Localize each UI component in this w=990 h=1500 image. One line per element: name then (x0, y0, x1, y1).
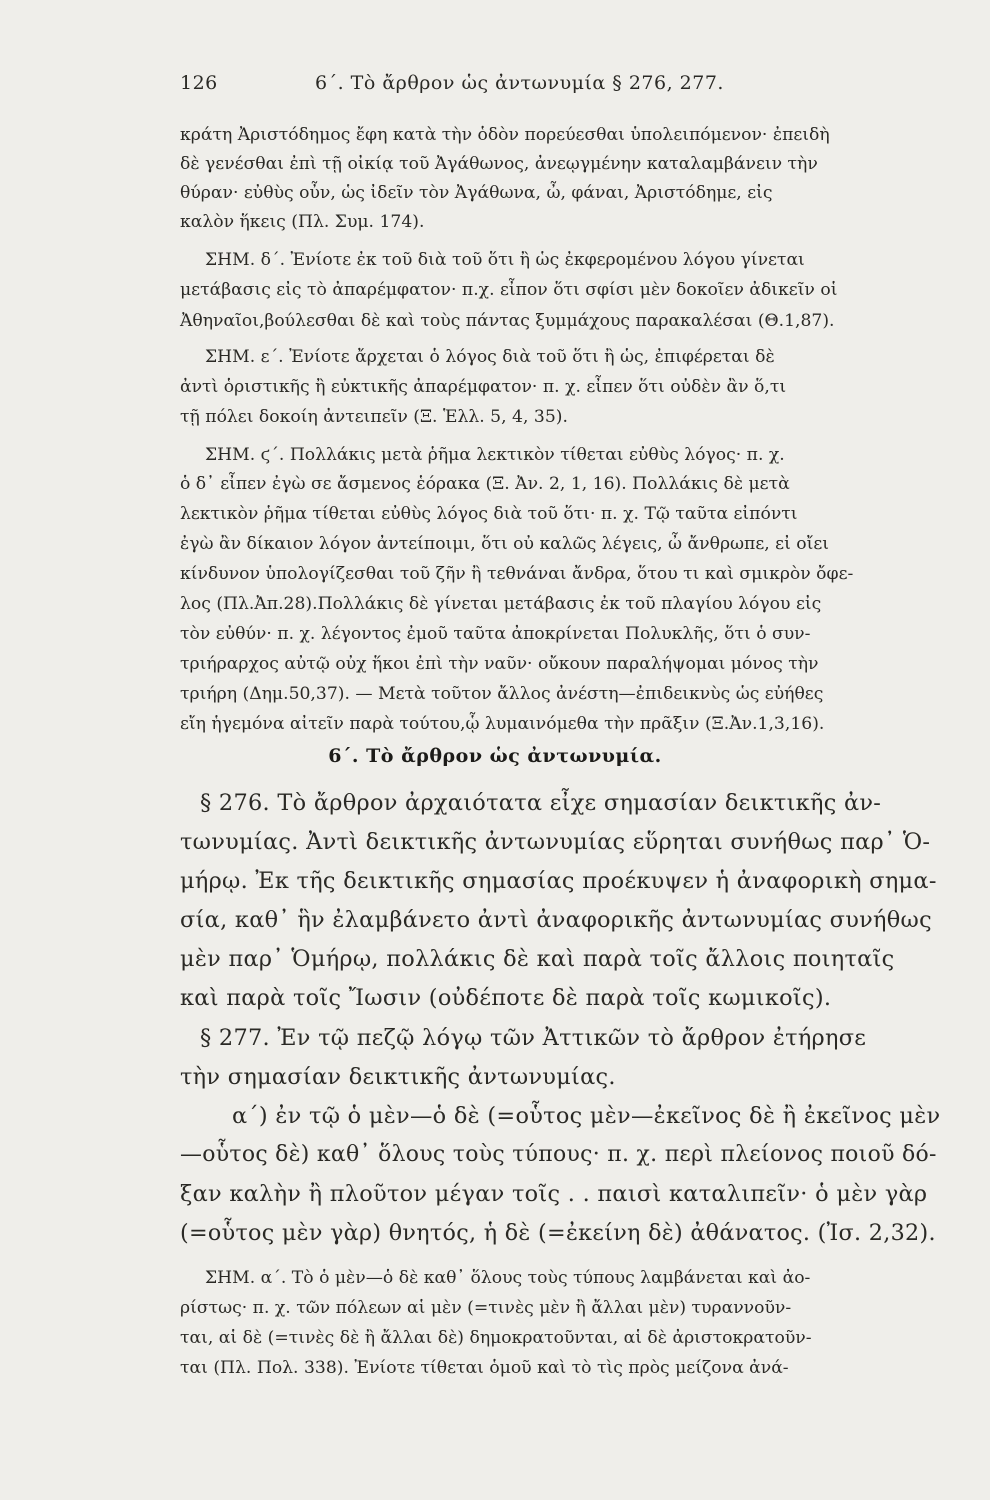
paragraph-277-line: ξαν καλὴν ἢ πλοῦτον μέγαν τοῖς . . παισὶ καταλιπεῖν· ὁ μὲν γὰρ (180, 1181, 928, 1207)
text-line: λος (Πλ.Ἀπ.28).Πολλάκις δὲ γίνεται μετάβασις ἐκ τοῦ πλαγίου λόγου εἰς (180, 594, 822, 614)
text-line: ΣΗΜ. δ΄. Ἐνίοτε ἐκ τοῦ διὰ τοῦ ὅτι ἢ ὡς ἐκφερομένου λόγου γίνεται (205, 250, 805, 270)
section-heading: 6΄. Τὸ ἄρθρον ὡς ἀντωνυμία. (328, 745, 662, 767)
running-title: 6΄. Τὸ ἄρθρον ὡς ἀντωνυμία § 276, 277. (315, 72, 724, 94)
text-line: μετάβασις εἰς τὸ ἀπαρέμφατον· π.χ. εἶπον ὅτι σφίσι μὲν δοκοῖεν ἀδικεῖν οἱ (180, 280, 838, 300)
page-header (180, 72, 724, 94)
paragraph-276-line: τωνυμίας. Ἀντὶ δεικτικῆς ἀντωνυμίας εὕρηται συνήθως παρ᾽ Ὁ- (180, 829, 931, 855)
paragraph-277-line: τὴν σημασίαν δεικτικῆς ἀντωνυμίας. (180, 1064, 616, 1090)
text-line: τῇ πόλει δοκοίη ἀντειπεῖν (Ξ. Ἑλλ. 5, 4, 35). (180, 407, 568, 427)
note-line: ται (Πλ. Πολ. 338). Ἐνίοτε τίθεται ὁμοῦ καὶ τὸ τὶς πρὸς μείζονα ἀνά- (180, 1358, 789, 1378)
text-line: κράτη Ἀριστόδημος ἔφη κατὰ τὴν ὁδὸν πορεύεσθαι ὑπολειπόμενον· ἐπειδὴ (180, 125, 830, 145)
text-line: εἴη ἡγεμόνα αἰτεῖν παρὰ τούτου,ᾧ λυμαινόμεθα τὴν πρᾶξιν (Ξ.Ἀν.1,3,16). (180, 714, 825, 734)
paragraph-276-line: σία, καθ᾽ ἣν ἐλαμβάνετο ἀντὶ ἀναφορικῆς ἀντωνυμίας συνήθως (180, 907, 932, 933)
note-line: ται, αἱ δὲ (=τινὲς δὲ ἢ ἄλλαι δὲ) δημοκρατοῦνται, αἱ δὲ ἀριστοκρατοῦν- (180, 1328, 812, 1348)
page-number: 126 (180, 72, 218, 94)
text-line: τὸν εὐθύν· π. χ. λέγοντος ἐμοῦ ταῦτα ἀποκρίνεται Πολυκλῆς, ὅτι ὁ συν- (180, 624, 811, 644)
text-line: ΣΗΜ. ε΄. Ἐνίοτε ἄρχεται ὁ λόγος διὰ τοῦ ὅτι ἢ ὡς, ἐπιφέρεται δὲ (205, 347, 775, 367)
text-line: ἐγὼ ἂν δίκαιον λόγον ἀντείποιμι, ὅτι οὐ καλῶς λέγεις, ὦ ἄνθρωπε, εἰ οἴει (180, 534, 830, 554)
paragraph-277-line: α΄) ἐν τῷ ὁ μὲν—ὁ δὲ (=οὗτος μὲν—ἐκεῖνος δὲ ἢ ἐκεῖνος μὲν (232, 1103, 941, 1129)
text-line: δὲ γενέσθαι ἐπὶ τῇ οἰκίᾳ τοῦ Ἀγάθωνος, ἀνεῳγμένην καταλαμβάνειν τὴν (180, 154, 818, 174)
note-line: ΣΗΜ. α΄. Τὸ ὁ μὲν—ὁ δὲ καθ᾽ ὅλους τοὺς τύπους λαμβάνεται καὶ ἀο- (205, 1268, 811, 1288)
text-line: θύραν· εὐθὺς οὖν, ὡς ἰδεῖν τὸν Ἀγάθωνα, ὦ, φάναι, Ἀριστόδημε, εἰς (180, 183, 773, 203)
text-line: ὁ δ᾽ εἶπεν ἐγὼ σε ἄσμενος ἑόρακα (Ξ. Ἀν. 2, 1, 16). Πολλάκις δὲ μετὰ (180, 474, 790, 494)
text-line: ἀντὶ ὁριστικῆς ἢ εὐκτικῆς ἀπαρέμφατον· π. χ. εἶπεν ὅτι οὐδὲν ἂν ὅ,τι (180, 377, 787, 397)
paragraph-276-line: καὶ παρὰ τοῖς Ἴωσιν (οὐδέποτε δὲ παρὰ τοῖς κωμικοῖς). (180, 985, 832, 1011)
text-line: τριήραρχος αὐτῷ οὐχ ἥκοι ἐπὶ τὴν ναῦν· οὔκουν παραλήψομαι μόνος τὴν (180, 654, 819, 674)
paragraph-276-line: μὲν παρ᾽ Ὁμήρῳ, πολλάκις δὲ καὶ παρὰ τοῖς ἄλλοις ποιηταῖς (180, 946, 895, 972)
note-line: ρίστως· π. χ. τῶν πόλεων αἱ μὲν (=τινὲς μὲν ἢ ἄλλαι μὲν) τυραννοῦν- (180, 1298, 792, 1318)
text-line: Ἀθηναῖοι,βούλεσθαι δὲ καὶ τοὺς πάντας ξυμμάχους παρακαλέσαι (Θ.1,87). (180, 311, 835, 331)
paragraph-277-line: (=οὗτος μὲν γὰρ) θνητός, ἡ δὲ (=ἐκείνη δὲ) ἀθάνατος. (Ἰσ. 2,32). (180, 1220, 936, 1246)
paragraph-276-line: μήρῳ. Ἐκ τῆς δεικτικῆς σημασίας προέκυψεν ἡ ἀναφορικὴ σημα- (180, 868, 937, 894)
text-line: λεκτικὸν ῥῆμα τίθεται εὐθὺς λόγος διὰ τοῦ ὅτι· π. χ. Τῷ ταῦτα εἰπόντι (180, 504, 798, 524)
text-line: τριήρη (Δημ.50,37). — Μετὰ τοῦτον ἄλλος ἀνέστη—ἐπιδεικνὺς ὡς εὐήθες (180, 684, 824, 704)
text-line: ΣΗΜ. ϛ΄. Πολλάκις μετὰ ῥῆμα λεκτικὸν τίθεται εὐθὺς λόγος· π. χ. (205, 445, 785, 465)
text-line: καλὸν ἥκεις (Πλ. Συμ. 174). (180, 212, 425, 232)
paragraph-276-line: § 276. Τὸ ἄρθρον ἀρχαιότατα εἶχε σημασίαν δεικτικῆς ἀν- (200, 790, 882, 816)
text-line: κίνδυνον ὑπολογίζεσθαι τοῦ ζῆν ἢ τεθνάναι ἄνδρα, ὅτου τι καὶ σμικρὸν ὄφε- (180, 564, 854, 584)
paragraph-277-line: § 277. Ἐν τῷ πεζῷ λόγῳ τῶν Ἀττικῶν τὸ ἄρθρον ἐτήρησε (200, 1025, 867, 1051)
paragraph-277-line: —οὗτος δὲ) καθ᾽ ὅλους τοὺς τύπους· π. χ. περὶ πλείονος ποιοῦ δό- (180, 1142, 937, 1167)
